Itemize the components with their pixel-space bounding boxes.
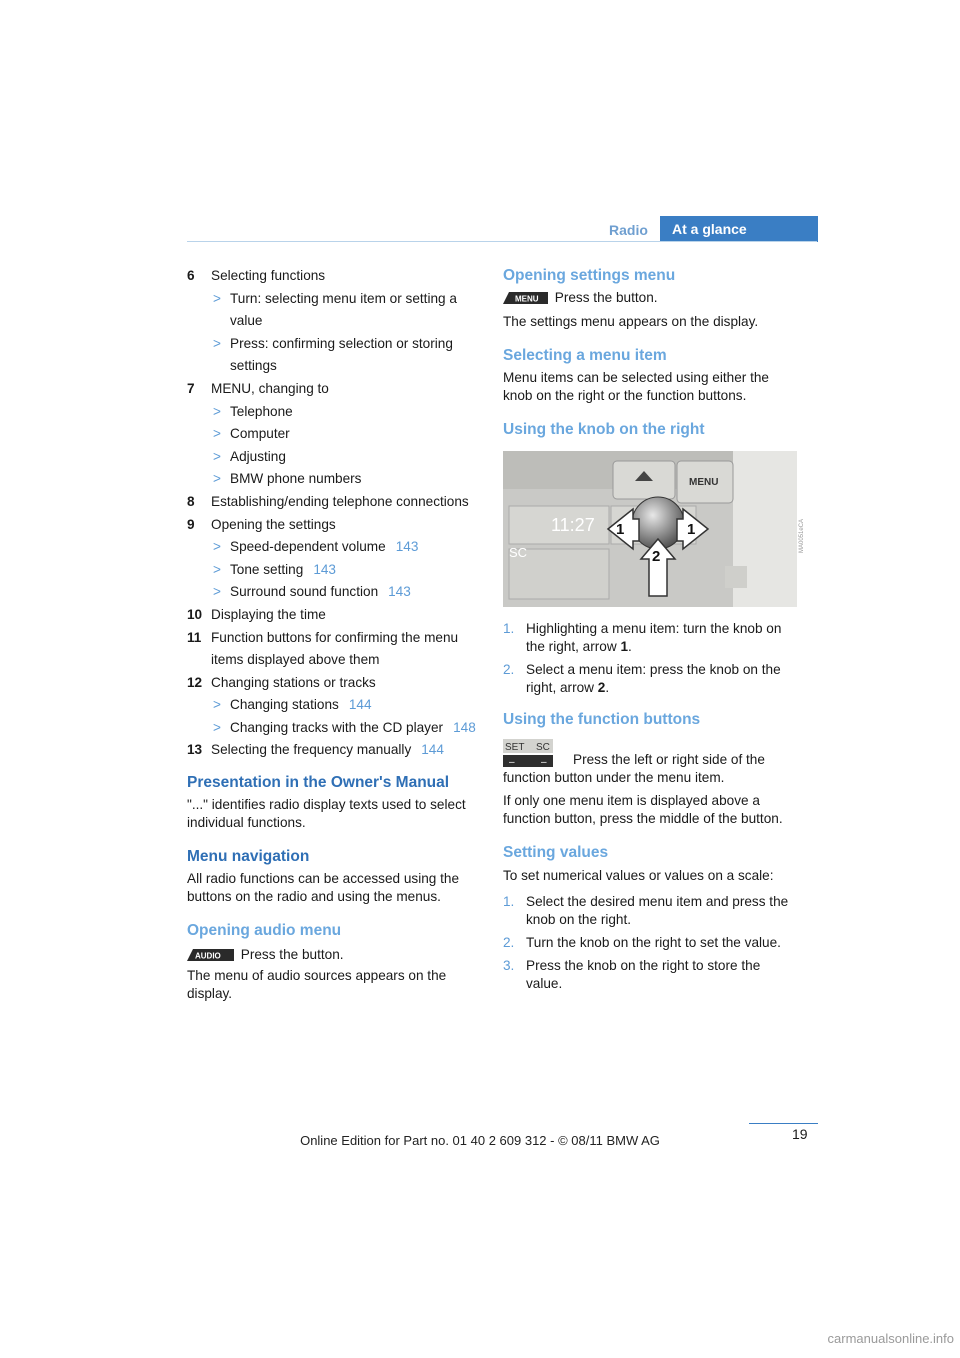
function-middle-text: If only one menu item is displayed above a function button, press the middle of the button. bbox=[503, 793, 783, 826]
sub-list-item-text: Surround sound function bbox=[230, 584, 379, 600]
set-sc-button-icon bbox=[503, 739, 553, 769]
menu-button-label: MENU bbox=[515, 294, 539, 304]
sub-list-item-text: Telephone bbox=[230, 403, 293, 419]
list-item-text: Opening the settings bbox=[211, 516, 336, 532]
select-menu-item-heading: Selecting a menu item bbox=[503, 347, 667, 365]
step-number: 2. bbox=[503, 662, 515, 677]
page-reference-link[interactable]: 143 bbox=[313, 561, 336, 577]
step-item bbox=[503, 661, 799, 697]
function-press-text: Press the left or right side of the function button under the menu item. bbox=[503, 752, 765, 785]
list-item-text: Establishing/ending telephone connections bbox=[211, 493, 469, 509]
audio-menu-heading: Opening audio menu bbox=[187, 922, 342, 940]
sub-list-item-text: Press: confirming selection or storing settings bbox=[230, 335, 453, 374]
sub-list-item bbox=[187, 717, 487, 740]
list-item-number: 7 bbox=[187, 380, 195, 396]
figure-arrow-1-right: 1 bbox=[687, 521, 696, 538]
list-item bbox=[187, 627, 487, 672]
step-item bbox=[503, 893, 799, 929]
sub-list-item bbox=[187, 446, 487, 469]
figure-sc-label: SC bbox=[509, 545, 528, 560]
header-section-label: Radio bbox=[609, 222, 648, 238]
step-item bbox=[503, 957, 799, 993]
sub-list-item bbox=[187, 581, 487, 604]
page-reference-link[interactable]: 144 bbox=[348, 697, 372, 713]
list-item-text: MENU, changing to bbox=[211, 380, 329, 396]
list-item bbox=[187, 672, 487, 695]
sub-list-item-text: Adjusting bbox=[230, 448, 286, 464]
figure-arrow-2: 2 bbox=[652, 548, 661, 565]
list-item-text: Changing stations or tracks bbox=[211, 674, 376, 690]
list-item-text: Displaying the time bbox=[211, 606, 326, 622]
step-number: 2. bbox=[503, 934, 515, 950]
func-minus-left: – bbox=[509, 757, 515, 768]
left-column bbox=[187, 265, 487, 1003]
right-column bbox=[503, 265, 799, 441]
func-set-label: SET bbox=[505, 742, 525, 753]
settings-press-line bbox=[503, 287, 799, 310]
radio-knob-figure bbox=[503, 451, 805, 607]
step-number: 3. bbox=[503, 957, 515, 973]
bullet-arrow-icon: > bbox=[213, 335, 221, 351]
func-sc-label: SC bbox=[536, 742, 550, 753]
page-reference-link[interactable]: 144 bbox=[421, 742, 444, 758]
sub-list-item bbox=[187, 288, 487, 333]
func-minus-right: – bbox=[541, 757, 547, 768]
setting-values-heading: Setting values bbox=[503, 844, 609, 861]
step-text: Select the desired menu item and press the knob on the right. bbox=[526, 893, 789, 927]
list-item-text: Selecting functions bbox=[211, 268, 326, 283]
bullet-arrow-icon: > bbox=[213, 561, 221, 577]
values-steps-list bbox=[503, 893, 799, 993]
list-item bbox=[187, 265, 487, 288]
function-button-block bbox=[503, 735, 799, 787]
list-item-number: 6 bbox=[187, 268, 195, 283]
knob-steps-list bbox=[503, 620, 799, 697]
step-text: Turn the knob on the right to set the value. bbox=[526, 934, 781, 950]
figure-clock: 11:27 bbox=[551, 515, 595, 535]
sub-list-item bbox=[187, 536, 487, 559]
audio-press-line bbox=[187, 944, 487, 967]
step-item bbox=[503, 620, 799, 656]
page-number: 19 bbox=[792, 1126, 808, 1142]
menu-navigation-heading: Menu navigation bbox=[187, 848, 310, 866]
list-item-text: Function buttons for confirming the menu items displayed above them bbox=[211, 629, 459, 668]
settings-menu-heading: Opening settings menu bbox=[503, 267, 676, 284]
page-reference-link[interactable]: 143 bbox=[388, 584, 411, 600]
settings-press-text: Press the button. bbox=[554, 290, 658, 305]
list-item-number: 11 bbox=[187, 629, 202, 645]
audio-press-text: Press the button. bbox=[240, 947, 344, 963]
sub-list-item-text: Computer bbox=[230, 426, 290, 442]
step-number: 1. bbox=[503, 621, 515, 636]
figure-menu-label: MENU bbox=[689, 477, 719, 488]
step-arrow-number: 1 bbox=[620, 639, 629, 654]
sub-list-item bbox=[187, 401, 487, 424]
header-rule bbox=[187, 241, 817, 242]
list-item-number: 10 bbox=[187, 606, 203, 622]
step-end: . bbox=[628, 639, 632, 654]
step-text: Press the knob on the right to store the value. bbox=[526, 957, 761, 991]
bullet-arrow-icon: > bbox=[213, 719, 221, 735]
sub-list-item bbox=[187, 694, 487, 717]
watermark: carmanualsonline.info bbox=[827, 1331, 954, 1346]
figure-arrow-1-left: 1 bbox=[616, 521, 625, 538]
footer-rule bbox=[749, 1123, 818, 1124]
bullet-arrow-icon: > bbox=[213, 448, 221, 464]
function-buttons-heading: Using the function buttons bbox=[503, 711, 701, 728]
bullet-arrow-icon: > bbox=[213, 539, 221, 555]
page-reference-link[interactable]: 143 bbox=[395, 539, 419, 555]
menu-navigation-text: All radio functions can be accessed using the buttons on the radio and using the menus. bbox=[187, 871, 460, 905]
numbered-list bbox=[187, 265, 487, 762]
list-item-number: 13 bbox=[187, 742, 203, 758]
step-text: Select a menu item: press the knob on the right, arrow bbox=[526, 662, 781, 695]
sub-list-item bbox=[187, 333, 487, 378]
list-item bbox=[187, 378, 487, 401]
list-item bbox=[187, 491, 487, 514]
right-column-lower bbox=[503, 615, 799, 993]
sub-list-item bbox=[187, 559, 487, 582]
sub-list-item-text: Changing tracks with the CD player bbox=[230, 719, 444, 735]
bullet-arrow-icon: > bbox=[213, 584, 221, 600]
list-item-number: 12 bbox=[187, 674, 203, 690]
presentation-text: "..." identifies radio display texts used to select individual functions. bbox=[187, 797, 466, 831]
knob-heading: Using the knob on the right bbox=[503, 421, 705, 439]
step-number: 1. bbox=[503, 893, 515, 909]
sub-list-item bbox=[187, 423, 487, 446]
step-item bbox=[503, 934, 799, 952]
bullet-arrow-icon: > bbox=[213, 471, 221, 487]
sub-list-item-text: Turn: selecting menu item or setting a value bbox=[230, 290, 457, 329]
step-end: . bbox=[605, 680, 610, 695]
list-item-text: Selecting the frequency manually bbox=[211, 742, 412, 758]
figure-code: MA0051eCA bbox=[799, 518, 805, 553]
presentation-heading: Presentation in the Owner's Manual bbox=[187, 774, 450, 792]
bullet-arrow-icon: > bbox=[213, 290, 221, 306]
list-item bbox=[187, 739, 487, 762]
select-menu-item-text: Menu items can be selected using either the knob on the right or the function buttons. bbox=[503, 370, 769, 404]
sub-list-item-text: BMW phone numbers bbox=[230, 471, 362, 487]
bullet-arrow-icon: > bbox=[213, 697, 221, 713]
list-item bbox=[187, 604, 487, 627]
bullet-arrow-icon: > bbox=[213, 403, 221, 419]
list-item-number: 9 bbox=[187, 516, 195, 532]
list-item-number: 8 bbox=[187, 493, 195, 509]
sub-list-item-text: Speed-dependent volume bbox=[230, 539, 386, 555]
sub-list-item bbox=[187, 468, 487, 491]
step-arrow-number: 2 bbox=[597, 680, 606, 695]
footer-edition: Online Edition for Part no. 01 40 2 609 312 - © 08/11 BMW AG bbox=[300, 1133, 660, 1148]
audio-button-label: AUDIO bbox=[195, 951, 221, 961]
sub-list-item-text: Changing stations bbox=[230, 697, 339, 713]
audio-menu-text: The menu of audio sources appears on the display. bbox=[187, 967, 447, 1001]
sub-list-item-text: Tone setting bbox=[230, 561, 304, 577]
menu-button-icon bbox=[503, 291, 549, 305]
bullet-arrow-icon: > bbox=[213, 426, 221, 442]
list-item bbox=[187, 514, 487, 537]
audio-button-icon bbox=[187, 948, 235, 962]
header-chapter-tab: At a glance bbox=[660, 216, 818, 242]
settings-menu-text: The settings menu appears on the display. bbox=[503, 313, 759, 329]
page-reference-link[interactable]: 148 bbox=[453, 719, 476, 735]
setting-values-text: To set numerical values or values on a scale: bbox=[503, 868, 774, 883]
step-text: Highlighting a menu item: turn the knob on the right, arrow bbox=[526, 621, 782, 654]
